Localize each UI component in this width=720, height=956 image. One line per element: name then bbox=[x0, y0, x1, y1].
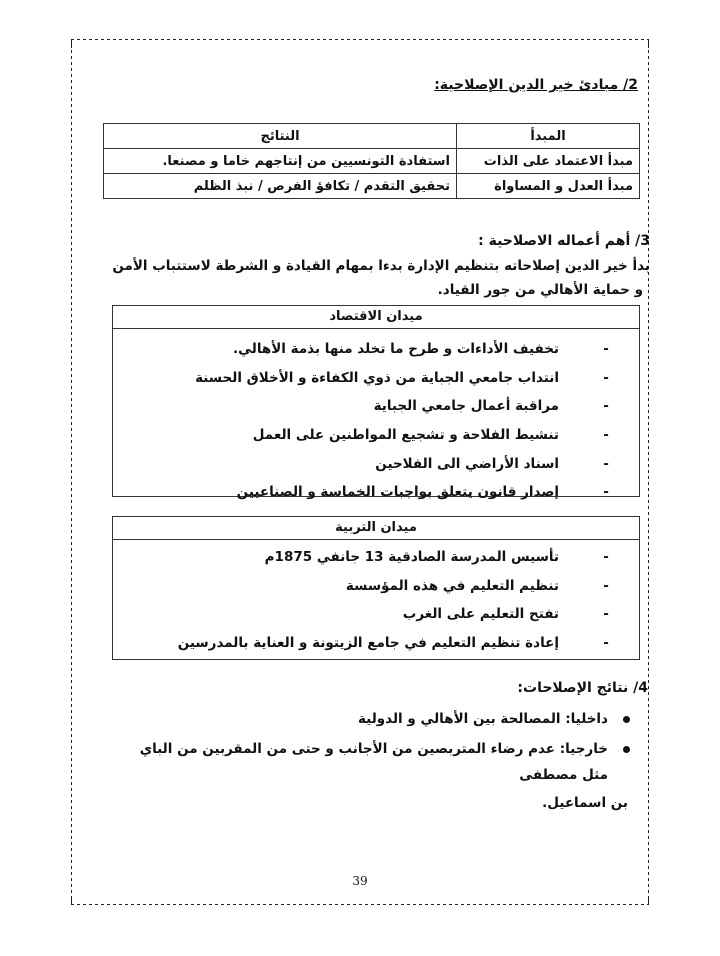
bullet-continuation bbox=[118, 790, 638, 816]
table-row bbox=[104, 149, 640, 174]
section3-heading: 3/ أهم أعماله الاصلاحية : bbox=[478, 233, 650, 249]
dash-marker: - bbox=[603, 369, 609, 386]
bullet-dot bbox=[623, 746, 630, 753]
list-item bbox=[113, 421, 639, 450]
dash-marker: - bbox=[603, 577, 609, 594]
list-item bbox=[118, 736, 638, 788]
economy-title: ميدان الاقتصاد bbox=[113, 306, 639, 329]
table-cell: تحقيق التقدم / تكافؤ الفرص / نبذ الظلم bbox=[104, 174, 457, 199]
table-cell: مبدأ الاعتماد على الذات bbox=[457, 149, 640, 174]
dash-marker: - bbox=[603, 635, 609, 652]
table-header-principle: المبدأ bbox=[457, 124, 640, 149]
education-box bbox=[112, 516, 640, 660]
dash-marker: - bbox=[603, 455, 609, 472]
bullet-text: خارجيا: عدم رضاء المتربصين من الأجانب و حتى من المقربين من الباي مثل مصطفى bbox=[139, 741, 608, 783]
list-item-text: إصدار قانون يتعلق بواجبات الخماسة و الصناعيين bbox=[236, 484, 559, 501]
list-item-text: تخفيف الأداءات و طرح ما تخلد منها بذمة الأهالي. bbox=[232, 341, 559, 357]
bullet-text-cont: بن اسماعيل. bbox=[542, 795, 628, 811]
list-item-text: مراقبة أعمال جامعي الجباية bbox=[373, 398, 559, 415]
list-item-text: تنظيم التعليم في هذه المؤسسة bbox=[345, 577, 559, 594]
list-item-text: تفتح التعليم على الغرب bbox=[402, 606, 559, 623]
list-item-text: تنشيط الفلاحة و تشجيع المواطنين على العمل bbox=[252, 427, 559, 444]
economy-list bbox=[113, 329, 639, 507]
list-item bbox=[113, 478, 639, 507]
dash-marker: - bbox=[603, 341, 609, 357]
table-header-row bbox=[104, 124, 640, 149]
results-list bbox=[118, 706, 638, 816]
section3-intro-line1: بدأ خير الدين إصلاحاته بتنظيم الإدارة بدءا بمهام القيادة و الشرطة لاستتباب الأمن bbox=[112, 258, 650, 274]
table-cell: مبدأ العدل و المساواة bbox=[457, 174, 640, 199]
table-header-results: النتائج bbox=[104, 124, 457, 149]
education-list bbox=[113, 540, 639, 658]
page-number: 39 bbox=[352, 874, 368, 888]
list-item bbox=[113, 450, 639, 479]
list-item-text: تأسيس المدرسة الصادقية 13 جانفي 1875م bbox=[264, 549, 559, 565]
dash-marker: - bbox=[603, 398, 609, 415]
list-item bbox=[118, 706, 638, 732]
list-item bbox=[113, 572, 639, 601]
principles-table bbox=[103, 123, 640, 199]
bullet-dot bbox=[623, 716, 630, 723]
list-item bbox=[113, 600, 639, 629]
bullet-text: داخليا: المصالحة بين الأهالي و الدولية bbox=[358, 711, 608, 727]
list-item-text: إعادة تنظيم التعليم في جامع الزيتونة و العناية بالمدرسين bbox=[177, 635, 559, 652]
dash-marker: - bbox=[603, 484, 609, 501]
dash-marker: - bbox=[603, 427, 609, 444]
section2-heading: 2/ مبادئ خير الدين الإصلاحية: bbox=[434, 77, 638, 93]
section3-intro-line2: و حماية الأهالي من جور القياد. bbox=[437, 282, 643, 298]
list-item bbox=[113, 335, 639, 364]
list-item bbox=[113, 364, 639, 393]
dash-marker: - bbox=[603, 606, 609, 623]
list-item-text: اسناد الأراضي الى الفلاحين bbox=[375, 455, 559, 472]
education-title: ميدان التربية bbox=[113, 517, 639, 540]
section4-heading: 4/ نتائج الإصلاحات: bbox=[517, 680, 648, 696]
table-cell: استفادة التونسيين من إنتاجهم خاما و مصنعا. bbox=[104, 149, 457, 174]
economy-box bbox=[112, 305, 640, 501]
dash-marker: - bbox=[603, 549, 609, 565]
list-item bbox=[113, 392, 639, 421]
list-item bbox=[113, 543, 639, 572]
table-row bbox=[104, 174, 640, 199]
list-item bbox=[113, 629, 639, 658]
list-item-text: انتداب جامعي الجباية من ذوي الكفاءة و الأخلاق الحسنة bbox=[195, 369, 559, 386]
